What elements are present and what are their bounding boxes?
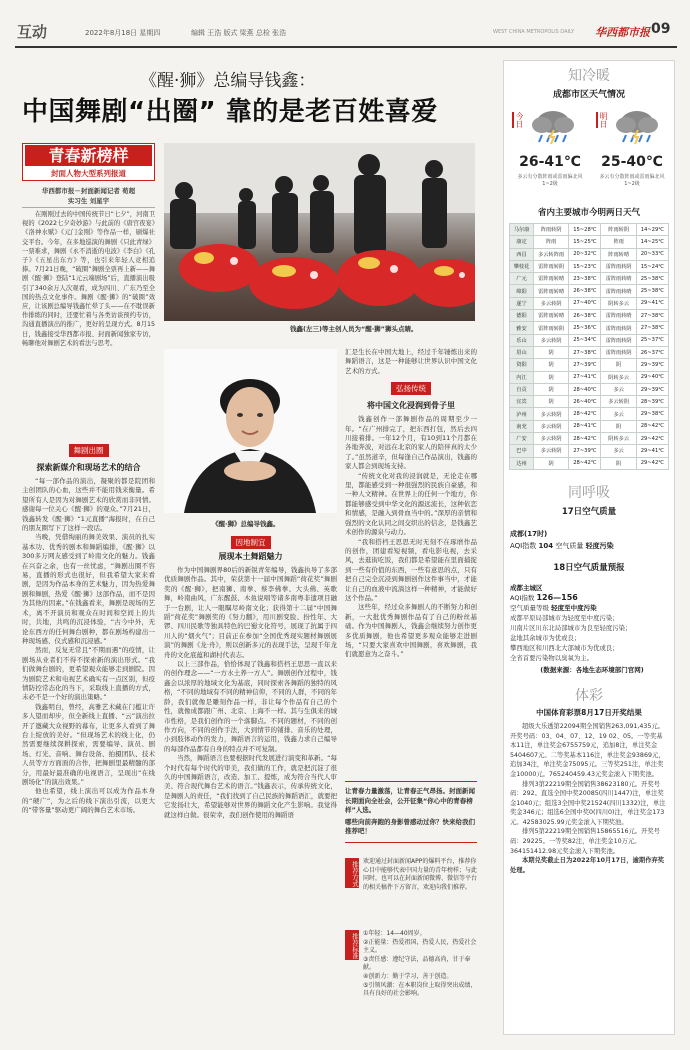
list-item: ①年轻：14—40周岁。 (363, 930, 426, 937)
city-name: 马尔康 (510, 224, 534, 236)
table-cell: 雷阵雨转阴 (534, 260, 569, 272)
recommend-standard-list (363, 930, 477, 999)
table-row (510, 371, 669, 383)
today-desc: 多云有分散阵雨或雷雨偏北风1~2级 (517, 174, 583, 187)
headline-kicker: 《醒·狮》总编导钱鑫： (140, 71, 316, 91)
city-name: 自贡 (510, 383, 534, 395)
city-name: 康定 (510, 236, 534, 248)
cities-title: 省内主要城市今明两日天气 (537, 208, 640, 218)
s2-title: 展现本土舞蹈魅力 (218, 552, 283, 561)
city-name: 广安 (510, 433, 534, 445)
table-cell: 多云转阴 (534, 445, 569, 457)
list-item: ⑤引领风潮：在本职岗位上取得突出成绩，具有良好的社会影响。 (363, 981, 477, 998)
table-cell: 27~41℃ (569, 371, 601, 383)
s2-body: 作为中国舞剧界80后的新锐青年编导，钱鑫执导了多部优质舞剧作品。其中，荣获第十一届中国舞蹈“荷花奖”舞剧奖的《醒·狮》，把南狮、南拳、蔡李佛拳、大头佛、英歌舞，岭南曲风，广东醒鼓、木鱼说唱等诸多南粤非遗项目融于一台剧，让人一眼瞩尽岭南文化；获得第十二届“中国舞蹈”荷花奖”舞剧奖的《努力翻》，用川剧变脸、扮性年、大锣、四川民歌等独具特色的巴蜀文化符号，展现了抗属于四川人的“烟火气”；目前正在参加“全国优秀现实题材舞剧展演”的舞剧《龙·舟》，则以创新多元的表现手法，呈现千年龙舟的文化底蕴和湖村代表志。 以上三部作品，恰恰体现了钱鑫和搭档王思思一直以来的创作理念——“一方水土养一方人”。舞剧创作过程中，钱鑫会以浓厚的地域文化为基底，同时探索各舞蹈的独特的风格，“不同的地域有不同的精神信仰，不同的人群，不同的年龄，我们就像是雕刻作品一样，非让每个作品有自己的个性，就像成都跟广州、北京、上海不一样。其与生俱来的城市性格，是我们创作的一个落脚点。不同的题材，不同的创作方向，不同的创作手法，大到情节的铺排、音乐的处理，小到肢体动作的发力，舞蹈语言的运用，钱鑫力求自己编导的每部作品都有自身的特点并不可复制。 当然，舞蹈语言也要根据时代发展进行演变和革新。“每个时代有每个时代的审美，我们做的工作，就是把沉淀了很久的中国舞蹈语言，改造、加工、提炼，成为符合当代人审美、符合现代舞台艺术的语言。”钱鑫表示，传承传统文化，是舞剧人的责任，“我们找到了自己民族的舞蹈语汇，就要把它发扬壮大，希望能够对世界的舞蹈文化产生影响。我觉得就这样白做。很荣幸，我们创作使用的舞蹈语 (164, 566, 337, 819)
table-cell: 雷阵雨转晴 (601, 273, 636, 285)
table-cell: 27~40℃ (569, 297, 601, 309)
recommend-standard-label: 推荐标准 (345, 930, 359, 960)
event-photo-drawing (164, 143, 475, 321)
table-cell: 阴 (534, 457, 569, 469)
table-cell: 多云转阵雨 (534, 248, 569, 260)
portrait-drawing (164, 349, 337, 513)
table-cell: 阴 (534, 359, 569, 371)
table-row (510, 273, 669, 285)
table-cell: 多云转阴 (534, 334, 569, 346)
table-cell: 14~25℃ (636, 236, 668, 248)
table-row (510, 297, 669, 309)
column-brand: 青春新榜样 (25, 145, 152, 166)
header-editors: 编辑 王浩 版式 梁燕 总检 张浩 (191, 29, 287, 37)
table-cell: 25~36℃ (569, 322, 601, 334)
lottery-results: 超级大乐透第22094期全国销售263,091,435元。开奖号码：03、04、07、12、19 02、05。一等奖基本11注，单注奖金6755759元，追加8注，单注奖金5404607元。二等奖基本116注，单注奖金93869元，追加34注，单注奖金75095元。三等奖251注，单注奖金10000元。765240459.43元奖金滚入下期奖池。 排列3第22219期全国销售38623180元。开奖号码：292。直选全国中奖20085(四川1447)注，单注奖金1040元；组选3全国中奖21524(四川1332)注，单注奖金346元；组选6全国中奖0(四川0)注，单注奖金173元。42583025.99元奖金滚入下期奖池。 排列5第22219期全国销售15865516元。开奖号码：29225。一等奖82注，单注奖金10万元。364151412.98元奖金滚入下期奖池。 本期兑奖截止日为2022年10月17日，逾期作弃奖处理。 (510, 722, 666, 874)
table-cell: 阴 (534, 396, 569, 408)
table-cell: 阵雨 (534, 236, 569, 248)
table-cell: 25~38℃ (636, 285, 668, 297)
city-weather-table (509, 223, 669, 470)
table-cell: 25~34℃ (569, 334, 601, 346)
table-cell: 阵雨 (601, 236, 636, 248)
city-name: 攀枝花 (510, 260, 534, 272)
table-cell: 阴 (601, 420, 636, 432)
table-cell: 25~38℃ (636, 273, 668, 285)
recommend-method-label: 推荐方式 (345, 858, 359, 888)
table-cell: 15~28℃ (569, 224, 601, 236)
tomorrow-temp: 25-40℃ (601, 154, 663, 170)
table-cell: 多云 (601, 383, 636, 395)
table-cell: 27~38℃ (636, 310, 668, 322)
table-cell: 阴 (534, 383, 569, 395)
table-cell: 雷阵雨转晴 (534, 273, 569, 285)
table-cell: 阴 (601, 457, 636, 469)
table-row (510, 420, 669, 432)
city-name: 乐山 (510, 334, 534, 346)
city-name: 绵阳 (510, 285, 534, 297)
table-cell: 29~42℃ (636, 457, 668, 469)
table-cell: 20~32℃ (569, 248, 601, 260)
intro-text: 在刚刚过去的中国传统节日“七夕”，河南卫视的《2022七夕奇妙游》与此前的《唐宫夜宴》《洛神水赋》《元门金刚》等作品一样，刷爆社交平台。今年，在多地巡演的舞剧《只此青绿》一票难求，舞剧《永不消逝的电波》《李白》《孔子》《五星出东方》等，也引来年轻人竞相追捧。7月21日晚，“破圈”舞剧全票再上新——舞剧《醒·狮》登陆“1元云端剧场”后，直播演出吸引了340余万人次观看，成为四川、广东乃至全国的热点文化事件。舞剧《醒·狮》的“破圈”效应，让该剧总编导钱鑫忙晕了头——在不耽误新作排练的同时，还要忙着与各类访谈预约专访，沟通直播演出的推广，更好的呈现方式。8月15日，钱鑫接受华西都市报、封面新闻独家专访，畅聊他对舞剧艺术的看法与思考。 (22, 211, 155, 347)
table-row (510, 248, 669, 260)
table-cell: 29~42℃ (636, 433, 668, 445)
air-title-18: 18日空气质量预报 (553, 562, 625, 573)
table-row (510, 396, 669, 408)
table-cell: 29~38℃ (636, 408, 668, 420)
paper-logo: 华西都市报 (595, 26, 650, 39)
table-row (510, 445, 669, 457)
header-date: 2022年8月18日 星期四 (85, 29, 161, 37)
table-cell: 雷阵雨转阴 (601, 334, 636, 346)
table-cell: 26~38℃ (569, 285, 601, 297)
rain-cloud-icon (612, 106, 662, 146)
table-cell: 雷阵雨转阴 (601, 260, 636, 272)
left-column (22, 210, 155, 1037)
s1-body: “每一部作品的演出，凝聚的都是院团和主创团队的心血，这些并不能用钱来衡量。希望所有人是因为对舞剧艺术的欣赏而非同情。感谢每一位关心《醒·狮》的观众。”7月21日，钱鑫转发《醒·狮》“1元直播”海报时，在自己的朋友圈写下了这样一段话。 当晚，凭借绚丽的舞美效果、演员的扎实基本功、优秀的剧本和舞蹈编排，《醒·狮》以300多万网友感受到了岭南文化的魅力。钱鑫在兴奋之余，也有一丝忧虑，“舞剧出圈不容易，直播的形式也很好，但我希望大家来看剧，是因为作品本身的艺术魅力，因为热爱舞剧和舞剧，热爱《醒·狮》这部作品，而不是因为其他的因素。”在钱鑫看来，舞剧是现场的艺术，离不开演员和观众在时间和空间上的共时，共地，共鸣的沉浸体验，“古今中外，无论东西方的任何舞台剧种，都在剧场构建出一种现场感、仪式感和沉浸感。” 然而，反复无常且“不期而遇”的疫情，让剧场从业者们不得不探索新的演出形式。“我们做舞台剧的，更希望观众能够走到剧院。因为剧院艺术和电视艺术确实有一点区别，但疫情防控常态化的当下，采取线上直播的方式，未必不是一个好的演出策略。” 钱鑫明白，曾经，高雅艺术藏在门槛让许多人望而却步，但全新线上直播、“云”演出拉开了邀藏大众视野的幕布，让更多人看到了舞台上绽放的美好。“但现场艺术的线上化，仍然需要继续深耕探索，需要编导、演员、剧场、灯光、音响、舞台设备、拍摄团队、技术人员等方方面面的合作，把舞剧里最精髓的部分，用最好最准确的电视语言，呈现出“在线剧场化”的演出效果。” 他也希望，线上演出可以成为作品本身的“硬广”，为之后的线下演出引流，以更大的“带客量”驱动更广阔的舞台艺术市场。 (22, 477, 155, 815)
table-cell: 阴 (534, 346, 569, 358)
table-cell: 阵雨转阴 (601, 224, 636, 236)
table-cell: 14~29℃ (636, 224, 668, 236)
table-cell: 23~38℃ (569, 273, 601, 285)
city-name: 资阳 (510, 359, 534, 371)
weather-section-label: 知冷暖 (568, 68, 610, 84)
list-item: ②正能量：热爱祖国，热爱人民，热爱社会主义。 (363, 938, 477, 955)
table-cell: 雷阵雨转阴 (601, 346, 636, 358)
table-cell: 多云 (601, 408, 636, 420)
table-cell: 27~38℃ (636, 322, 668, 334)
table-row (510, 224, 669, 236)
headline-title: 中国舞剧“出圈” 靠的是老百姓喜爱 (22, 97, 438, 127)
city-name: 德阳 (510, 310, 534, 322)
table-cell: 28~41℃ (569, 420, 601, 432)
table-cell: 28~40℃ (569, 383, 601, 395)
table-cell: 阴 (534, 371, 569, 383)
page-header (15, 20, 677, 48)
table-row (510, 457, 669, 469)
page-number: 09 (651, 21, 671, 37)
table-cell: 雷阵雨转阴 (534, 322, 569, 334)
table-cell: 29~41℃ (636, 445, 668, 457)
section-label: 互动 (17, 23, 48, 41)
lottery-title: 中国体育彩票8月17日开奖结果 (536, 707, 642, 717)
lottery-section-label: 体彩 (575, 687, 603, 704)
tomorrow-desc: 多云有分散阵雨或雷雨偏北风1~2级 (599, 174, 665, 187)
s3-tag: 弘扬传统 (391, 382, 431, 395)
table-row (510, 346, 669, 358)
promo-box (345, 781, 477, 843)
table-cell: 15~24℃ (636, 260, 668, 272)
table-cell: 阵雨转晴 (601, 248, 636, 260)
third-column (345, 348, 477, 765)
city-name: 泸州 (510, 408, 534, 420)
column-series: 封面人物大型系列报道 (51, 169, 126, 178)
table-row (510, 383, 669, 395)
list-item: ③责任感：遵纪守法，品德高尚，甘于奉献。 (363, 955, 471, 972)
promo-question: 哪些向前奔跑的身影曾感动过你？快来给我们推荐吧！ (345, 817, 475, 835)
table-cell: 29~39℃ (636, 359, 668, 371)
table-cell: 27~39℃ (569, 445, 601, 457)
table-cell: 阴 (601, 359, 636, 371)
table-cell: 雷阵雨转晴 (534, 310, 569, 322)
city-name: 内江 (510, 371, 534, 383)
table-cell: 多云转阴 (534, 408, 569, 420)
s2-tag: 因地制宜 (231, 536, 271, 549)
table-cell: 多云转阴 (534, 420, 569, 432)
s3-title: 将中国文化浸润到骨子里 (367, 401, 455, 411)
city-name: 南充 (510, 420, 534, 432)
recommend-method-text: 欢迎通过封面新闻APP的爆料平台，推荐你心目中能够代表中国力量的青年榜样；与此同时，也可以在封面新闻微博、微信等平台的相关稿件下方留言，欢迎向我们推荐。 (363, 858, 478, 891)
table-cell: 27~38℃ (569, 346, 601, 358)
table-row (510, 310, 669, 322)
air-section-label: 同呼吸 (568, 484, 610, 501)
table-cell: 29~39℃ (636, 383, 668, 395)
table-cell: 28~42℃ (569, 457, 601, 469)
portrait-photo (164, 349, 337, 513)
column-brand-box (22, 143, 155, 181)
paper-name-en: WEST CHINA METROPOLIS DAILY (493, 29, 575, 35)
table-cell: 阴转多云 (601, 433, 636, 445)
weather-title: 成都市区天气情况 (552, 90, 625, 100)
table-cell: 雷阵雨转阴 (601, 322, 636, 334)
weather-forecast (504, 104, 674, 202)
table-cell: 28~42℃ (569, 408, 601, 420)
table-cell: 27~39℃ (569, 359, 601, 371)
table-row (510, 322, 669, 334)
table-cell: 多云转阴 (534, 433, 569, 445)
table-cell: 26~37℃ (636, 346, 668, 358)
city-name: 眉山 (510, 346, 534, 358)
table-row (510, 408, 669, 420)
table-cell: 26~40℃ (569, 396, 601, 408)
table-cell: 28~39℃ (636, 396, 668, 408)
air-title-17: 17日空气质量 (561, 506, 617, 517)
s1-tag: 舞剧出圈 (69, 444, 109, 457)
table-cell: 雷阵雨转晴 (601, 285, 636, 297)
today-label: 今日 (512, 112, 524, 128)
table-cell: 29~41℃ (636, 297, 668, 309)
s2-continued: 汇是生长在中国大地上，经过千年锤炼出来的舞蹈语言，这是一种能够让世界认识中国文化艺术的方式。 (345, 348, 477, 375)
table-cell: 20~33℃ (636, 248, 668, 260)
city-name: 广元 (510, 273, 534, 285)
table-row (510, 433, 669, 445)
table-cell: 15~23℃ (569, 260, 601, 272)
table-cell: 15~25℃ (569, 236, 601, 248)
city-name: 达州 (510, 457, 534, 469)
table-cell: 多云转阴 (534, 297, 569, 309)
city-name: 巴中 (510, 445, 534, 457)
promo-text: 让青春力量激荡，让青春正气昂扬。封面新闻长期面向全社会，公开征集“你心中的青春榜样”人选。 (345, 787, 475, 814)
table-cell: 雷阵雨转晴 (534, 285, 569, 297)
table-row (510, 285, 669, 297)
air-line-17: 成都(17时) AQI指数 104 空气质量 轻度污染 (510, 529, 614, 550)
table-cell: 雷阵雨转晴 (601, 310, 636, 322)
table-row (510, 260, 669, 272)
air-forecast: 成都主城区 AQI指数 126—156 空气质量等级 轻度至中度污染 成都平原局部城市为轻度至中度污染； 川南片区川东北局部城市为良至轻度污染； 盆地其余城市为优或良； 攀西地区和川西北大部城市为优或良； 全省首要污染物以臭氧为主。 (数据来源：各地生态环境部门官网) (510, 583, 644, 674)
today-temp: 26-41℃ (519, 154, 581, 170)
s1-title: 探索新媒介和现场艺术的结合 (36, 463, 141, 472)
tomorrow-label: 明日 (596, 112, 608, 128)
table-cell: 28~42℃ (636, 420, 668, 432)
table-cell: 阵雨转阴 (534, 224, 569, 236)
list-item: ④创新力：勤于学习，善于创造。 (363, 972, 453, 980)
city-name: 遂宁 (510, 297, 534, 309)
table-cell: 多云转阴 (601, 396, 636, 408)
table-cell: 25~37℃ (636, 334, 668, 346)
middle-column (164, 530, 337, 1050)
photo1-caption: 钱鑫(左三)等主创人员为“醒·狮”狮头点睛。 (290, 325, 418, 333)
city-name: 西昌 (510, 248, 534, 260)
table-cell: 阴转多云 (601, 297, 636, 309)
rain-cloud-icon (528, 106, 578, 146)
s3-body: 钱鑫创作一部舞剧作品的周期至少一年。“在广州排完了，把东西打包，然后去四川接着排。一年12个月，有10到11个月都在各地奔波，对远在北京的家人的陪伴真的太少了。”虽然道辛，但每逢自己作品演出，钱鑫的家人都会到现场支持。 “传统文化对我的浸润就是，无论走在哪里，都能感受到一种很强烈的民族自豪感，和一种人文精神。在世界上的任何一个地方，你都能够感受到中华文化的源远流长，这种依恋和情感，是融入到骨血当中的。”深厚的亲情和强烈的文化认同之间交织出的信念，是钱鑫艺术创作的源泉与动力。 “我和搭档王思思无时无刻不在琢磨作品的创作，团建看短视频，看电影电视，去采风，去逛街吃饭，我们都是希望能在里面捕捉到一些有价值的东西，一些有意思的点，只有把自己完全沉浸到舞剧创作这件事当中，才能让自己的血液中流淌这样一种精神，才能做好这个作品。” 这些年，经过众多舞剧人的不断努力和创新，一大批优秀舞剧作品有了自己的粉丝基础。作为中国舞剧人，钱鑫会继续努力创作更多优质舞剧，他也希望更多观众能够走进剧场，“只要大家喜欢中国舞剧，喜欢舞剧，我们就愿意为之奋斗。” (345, 415, 477, 659)
right-sidebar (503, 60, 675, 1035)
table-row (510, 359, 669, 371)
table-cell: 28~42℃ (569, 433, 601, 445)
table-row (510, 236, 669, 248)
city-name: 宜宾 (510, 396, 534, 408)
table-cell: 26~38℃ (569, 310, 601, 322)
table-cell: 29~40℃ (636, 371, 668, 383)
event-photo (164, 143, 475, 321)
table-row (510, 334, 669, 346)
table-cell: 多云 (601, 445, 636, 457)
byline: 华西都市报－封面新闻记者 荀超 实习生 刘星宇 (41, 187, 136, 205)
table-cell: 阴转多云 (601, 371, 636, 383)
city-name: 雅安 (510, 322, 534, 334)
photo2-caption: 《醒·狮》总编导钱鑫。 (212, 520, 280, 528)
